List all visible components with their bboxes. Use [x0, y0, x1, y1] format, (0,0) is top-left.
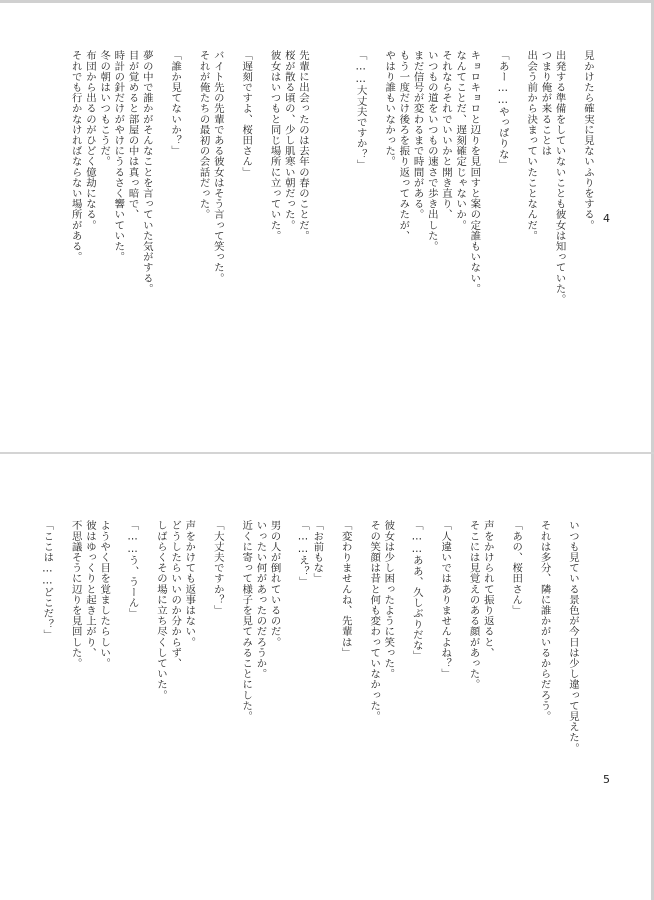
text-line: もう一度だけ後ろを振り返ってみたが、 [397, 50, 410, 241]
page-number-top: 4 [603, 212, 610, 225]
text-line [196, 520, 210, 885]
text-line: それならそれでいいかと開き直り、 [439, 50, 452, 220]
text-line: まだ信号が変わるまで時間がある。 [411, 50, 424, 220]
bottom-left-text-column [41, 520, 310, 885]
text-line: いつも見ている景色が今日は少し違って見えた。 [567, 520, 579, 754]
text-line [452, 520, 466, 885]
text-line [154, 50, 168, 410]
text-line: 時計の針だけがやけにうるさく響いていた。 [112, 50, 125, 262]
text-line: それは多分、隣に誰かがいるからだろう。 [538, 520, 551, 722]
text-line: 「……大丈夫ですか？」 [354, 50, 367, 170]
text-line [182, 50, 196, 410]
text-line: 冬の朝はいつもこうだ。 [98, 50, 111, 167]
text-line [353, 520, 367, 885]
text-line: いつもの道をいつもの速さで歩き出した。 [425, 50, 438, 252]
text-line: バイト先の先輩である彼女はそう言って笑った。 [211, 50, 224, 284]
text-line: 先輩に出会ったのは去年の春のことだ。 [297, 50, 309, 241]
text-line: その笑顔は昔と何も変わっていなかった。 [368, 520, 381, 722]
text-line [324, 520, 338, 885]
text-line [523, 520, 537, 885]
text-line [111, 520, 125, 885]
text-line: 出発する準備をしていないことも彼女は知っていた。 [553, 50, 566, 305]
text-line: 「誰か見てないか？」 [169, 50, 182, 156]
text-line: しばらくその場に立ち尽くしていた。 [154, 520, 167, 701]
text-line: 男の人が倒れているのだ。 [268, 520, 281, 648]
text-line: 不思議そうに辺りを見回した。 [69, 520, 82, 669]
text-line: 「……う、うーん」 [126, 520, 139, 619]
text-line [395, 520, 409, 885]
text-line: 「……ああ、久しぶりだな」 [410, 520, 423, 661]
text-line [225, 520, 239, 885]
text-line: いったい何があったのだろうか。 [254, 520, 267, 679]
text-line: 「ここは……どこだ？」 [41, 520, 54, 640]
text-line: 「……え？」 [297, 520, 309, 587]
text-line [282, 520, 296, 885]
text-line [510, 50, 524, 410]
text-line: 「あの、桜田さん」 [510, 520, 523, 616]
text-line: 「大丈夫ですか？」 [211, 520, 224, 616]
text-line: キョロキョロと辺りを見回すと案の定誰もいない。 [468, 50, 481, 294]
text-line: 夢の中で誰かがそんなことを言っていた気がする。 [140, 50, 153, 294]
text-line: 布団から出るのがひどく億劫になる。 [83, 50, 96, 231]
text-line: そこには見覚えのある顔があった。 [467, 520, 480, 690]
text-line: 声をかけても返事はない。 [183, 520, 196, 648]
text-line: 出会う前から決まっていたことなんだ。 [525, 50, 538, 241]
text-line: 「あー……やっぱりな」 [496, 50, 509, 170]
top-edge [0, 0, 654, 3]
page-number-bottom: 5 [603, 773, 610, 786]
text-line [495, 520, 509, 885]
text-line: それが俺たちの最初の会話だった。 [197, 50, 210, 220]
text-line: 声をかけられて振り返ると、 [481, 520, 494, 658]
page-fold-divider [0, 452, 654, 454]
text-line [552, 520, 566, 885]
text-line: 「変わりませんね、先輩は」 [339, 520, 352, 658]
text-line [253, 50, 267, 410]
text-line: 見かけたら確実に見ないふりをする。 [582, 50, 594, 231]
text-line [424, 520, 438, 885]
text-line [481, 50, 495, 410]
text-line: 桜が散る頃の、少し肌寒い朝だった。 [282, 50, 295, 231]
text-line: 近くに寄って様子を見てみることにした。 [240, 520, 253, 722]
text-line: なんてことだ、遅刻確定じゃないか。 [454, 50, 467, 231]
bottom-right-text-column [311, 520, 580, 885]
text-line: どうしたらいいのか分からず、 [169, 520, 182, 669]
text-line [54, 520, 68, 885]
text-line: 「人違いではありませんよね？」 [439, 520, 452, 679]
text-line [567, 50, 581, 410]
text-line: 「お前もな」 [311, 520, 324, 584]
text-line: 「遅刻ですよ、桜田さん」 [240, 50, 253, 178]
top-left-text-column [55, 50, 310, 410]
text-line: つまり俺が来ることは [539, 50, 552, 156]
text-line: 彼はゆっくりと起き上がり、 [83, 520, 96, 658]
text-line: 彼女はいつもと同じ場所に立っていた。 [268, 50, 281, 241]
text-line: 目が覚めると部屋の中は真っ暗で、 [126, 50, 139, 220]
top-right-text-column [345, 50, 595, 410]
text-line [140, 520, 154, 885]
text-line: ようやく目を覚ましたらしい。 [98, 520, 111, 669]
text-line: やはり誰もいなかった。 [383, 50, 396, 167]
text-line: それでも行かなければならない場所がある。 [69, 50, 82, 262]
text-line [225, 50, 239, 410]
text-line: 彼女は少し困ったように笑った。 [382, 520, 395, 679]
text-line [368, 50, 382, 410]
